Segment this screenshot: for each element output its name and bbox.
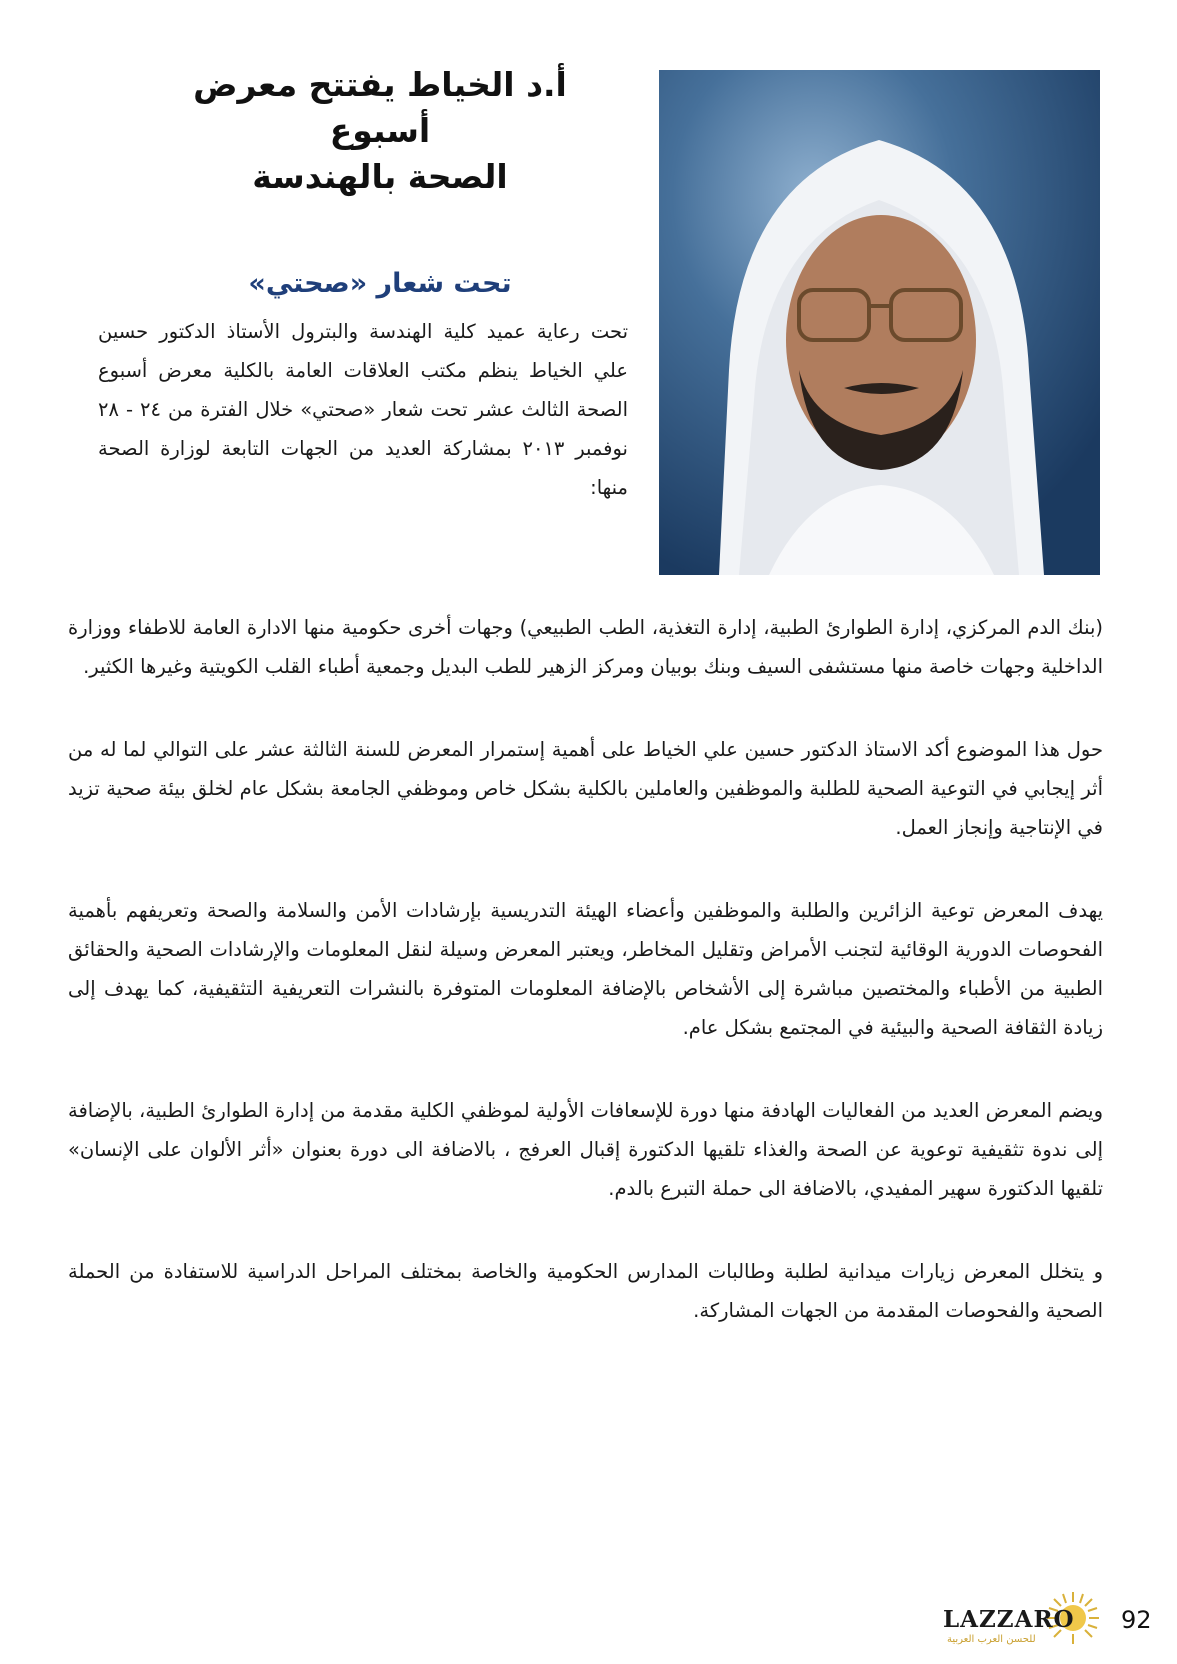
body-paragraph: يهدف المعرض توعية الزائرين والطلبة والموظفين وأعضاء الهيئة التدريسية بإرشادات الأمن والسلامة والصحة وتعريفهم بأهمية الفحوصات الدورية الوقائية لتجنب الأمراض وتقليل المخاطر، ويعتبر المعرض وسيلة لنقل المعلومات والإرشادات الصحية والحقائق الطبية من الأطباء والمختصين مباشرة إلى الأشخاص بالإضافة المعلومات المتوفرة بالنشرات التعريفية التثقيفية، كما يهدف إلى زيادة الثقافة الصحية والبيئية في المجتمع بشكل عام. [68, 899, 1103, 1039]
page-number: 92 [1121, 1606, 1152, 1634]
subheadline: تحت شعار «صحتي» [248, 268, 512, 299]
article-body [68, 608, 1103, 1374]
headline-block [150, 62, 610, 299]
logo-tagline: للحسن العرب العربية [947, 1634, 1036, 1645]
intro-text: تحت رعاية عميد كلية الهندسة والبترول الأستاذ الدكتور حسين علي الخياط ينظم مكتب العلاقات العامة بالكلية معرض أسبوع الصحة الثالث عشر تحت شعار «صحتي» خلال الفترة من ٢٤ - ٢٨ نوفمبر ٢٠١٣ بمشاركة العديد من الجهات التابعة لوزارة الصحة منها: [98, 320, 628, 499]
intro-paragraph [98, 312, 628, 507]
portrait-photo [659, 70, 1100, 575]
logo-wordmark: LAZZARO [943, 1606, 1075, 1633]
body-paragraph: ويضم المعرض العديد من الفعاليات الهادفة منها دورة للإسعافات الأولية لموظفي الكلية مقدمة من إدارة الطوارئ الطبية، بالإضافة إلى ندوة تثقيفية توعوية عن الصحة والغذاء تلقيها الدكتورة إقبال العرفج ، بالاضافة الى دورة بعنوان «أثر الألوان على الإنسان» تلقيها الدكتورة سهير المفيدي، بالاضافة الى حملة التبرع بالدم. [68, 1099, 1103, 1200]
lazzaro-logo [935, 1590, 1105, 1654]
headline-line-2: الصحة بالهندسة [252, 157, 508, 196]
body-paragraph: و يتخلل المعرض زيارات ميدانية لطلبة وطالبات المدارس الحكومية والخاصة بمختلف المراحل الدراسية للاستفادة من الحملة الصحية والفحوصات المقدمة من الجهات المشاركة. [68, 1260, 1103, 1322]
headline-line-1: أ.د الخياط يفتتح معرض أسبوع [193, 65, 567, 150]
body-paragraph: حول هذا الموضوع أكد الاستاذ الدكتور حسين علي الخياط على أهمية إستمرار المعرض للسنة الثالثة عشر على التوالي لما له من أثر إيجابي في التوعية الصحية للطلبة والموظفين والعاملين بالكلية بشكل خاص وموظفي الجامعة بشكل عام لخلق بيئة صحية تزيد في الإنتاجية وإنجاز العمل. [68, 738, 1103, 839]
body-paragraph: (بنك الدم المركزي، إدارة الطوارئ الطبية، إدارة التغذية، الطب الطبيعي) وجهات أخرى حكومية منها الادارة العامة للاطفاء ووزارة الداخلية وجهات خاصة منها مستشفى السيف وبنك بوبيان ومركز الزهير للطب البديل وجمعية أطباء القلب الكويتية وغيرها الكثير. [68, 616, 1103, 678]
page-footer [935, 1590, 1165, 1654]
portrait-illustration [659, 70, 1100, 575]
